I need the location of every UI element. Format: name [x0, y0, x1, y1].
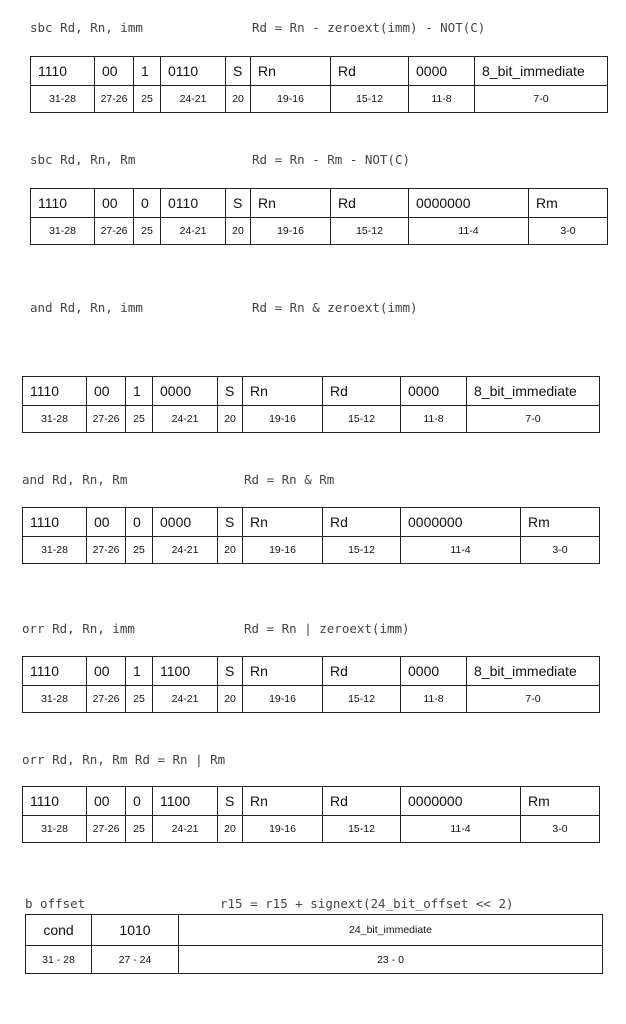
field-cond: 1110: [23, 657, 87, 686]
bit-range: 11-4: [401, 537, 521, 564]
field-rd: Rd: [323, 657, 401, 686]
field-s: S: [218, 657, 243, 686]
field-i: 1: [126, 657, 153, 686]
instruction-semantics: Rd = Rn & Rm: [244, 472, 335, 487]
field-rm: Rm: [521, 787, 600, 816]
instruction-syntax: orr Rd, Rn, imm: [22, 621, 135, 636]
field-i: 0: [126, 508, 153, 537]
bit-range: 20: [226, 86, 251, 113]
field-op: 00: [87, 657, 126, 686]
bit-range: 19-16: [243, 406, 323, 433]
field-cond: 1110: [31, 57, 95, 86]
field-s: S: [218, 787, 243, 816]
field-rd: Rd: [323, 508, 401, 537]
field-s: S: [226, 189, 251, 218]
bit-range: 31-28: [23, 816, 87, 843]
bit-range: 23 - 0: [179, 946, 603, 974]
bit-range: 11-4: [409, 218, 529, 245]
bit-range: 15-12: [323, 406, 401, 433]
bit-range: 7-0: [467, 686, 600, 713]
field-shift: 0000000: [401, 508, 521, 537]
bit-range: 11-4: [401, 816, 521, 843]
bit-range: 25: [126, 686, 153, 713]
bit-range: 31-28: [31, 86, 95, 113]
field-rd: Rd: [331, 57, 409, 86]
bit-range: 19-16: [243, 686, 323, 713]
bit-range: 24-21: [161, 86, 226, 113]
bit-range: 3-0: [529, 218, 608, 245]
field-rd: Rd: [323, 787, 401, 816]
field-cond: 1110: [31, 189, 95, 218]
bit-range: 19-16: [243, 816, 323, 843]
bit-range: 20: [218, 816, 243, 843]
encoding-table: [22, 656, 600, 713]
bit-range: 27-26: [95, 86, 134, 113]
field-rn: Rn: [243, 377, 323, 406]
field-imm8: 8_bit_immediate: [467, 377, 600, 406]
instruction-header: [30, 300, 418, 343]
bit-range: 25: [126, 406, 153, 433]
instruction-syntax: sbc Rd, Rn, imm: [30, 20, 143, 35]
field-cmd: 0000: [153, 508, 218, 537]
bit-range: 27 - 24: [92, 946, 179, 974]
field-cond: 1110: [23, 508, 87, 537]
bit-range: 25: [126, 816, 153, 843]
bit-range: 20: [218, 537, 243, 564]
field-cmd: 1100: [153, 657, 218, 686]
bit-range: 15-12: [331, 86, 409, 113]
field-rd: Rd: [323, 377, 401, 406]
bit-range: 11-8: [409, 86, 475, 113]
bit-range: 25: [134, 218, 161, 245]
field-cmd: 0000: [153, 377, 218, 406]
encoding-table: [30, 188, 608, 245]
instruction-header: [22, 752, 226, 781]
field-imm24: 24_bit_immediate: [179, 915, 603, 946]
field-cond: 1110: [23, 787, 87, 816]
bit-range: 27-26: [87, 816, 126, 843]
instruction-syntax: b offset: [25, 896, 86, 911]
instruction-semantics: Rd = Rn | zeroext(imm): [244, 621, 410, 636]
bit-range: 25: [134, 86, 161, 113]
bit-range: 20: [218, 686, 243, 713]
field-rn: Rn: [243, 787, 323, 816]
bit-range: 20: [218, 406, 243, 433]
bit-range: 11-8: [401, 686, 467, 713]
bit-range: 24-21: [153, 406, 218, 433]
bit-range: 7-0: [467, 406, 600, 433]
bit-range: 25: [126, 537, 153, 564]
field-op: 00: [87, 508, 126, 537]
field-rn: Rn: [243, 508, 323, 537]
bit-range: 31-28: [31, 218, 95, 245]
field-op: 00: [95, 189, 134, 218]
field-rn: Rn: [243, 657, 323, 686]
bit-range: 15-12: [323, 686, 401, 713]
encoding-table: [30, 56, 608, 113]
bit-range: 20: [226, 218, 251, 245]
bit-range: 15-12: [323, 537, 401, 564]
bit-range: 31-28: [23, 686, 87, 713]
field-s: S: [218, 377, 243, 406]
field-i: 1: [134, 57, 161, 86]
bit-range: 3-0: [521, 816, 600, 843]
instruction-semantics: Rd = Rn - zeroext(imm) - NOT(C): [252, 20, 486, 35]
encoding-table: [22, 376, 600, 433]
field-imm8: 8_bit_immediate: [467, 657, 600, 686]
field-i: 0: [126, 787, 153, 816]
field-op: 00: [95, 57, 134, 86]
field-opcode: 1010: [92, 915, 179, 946]
field-rot: 0000: [409, 57, 475, 86]
encoding-table: [25, 914, 603, 974]
field-rn: Rn: [251, 57, 331, 86]
bit-range: 19-16: [251, 218, 331, 245]
field-op: 00: [87, 787, 126, 816]
bit-range: 27-26: [87, 686, 126, 713]
encoding-table: [22, 507, 600, 564]
instruction-syntax: and Rd, Rn, Rm: [22, 472, 128, 487]
bit-range: 24-21: [153, 686, 218, 713]
bit-range: 24-21: [161, 218, 226, 245]
field-rm: Rm: [529, 189, 608, 218]
field-shift: 0000000: [401, 787, 521, 816]
bit-range: 31-28: [23, 406, 87, 433]
field-s: S: [218, 508, 243, 537]
bit-range: 31 - 28: [26, 946, 92, 974]
bit-range: 11-8: [401, 406, 467, 433]
bit-range: 27-26: [87, 406, 126, 433]
field-cond: cond: [26, 915, 92, 946]
instruction-semantics: r15 = r15 + signext(24_bit_offset << 2): [220, 896, 514, 911]
field-cmd: 1100: [153, 787, 218, 816]
field-rn: Rn: [251, 189, 331, 218]
bit-range: 24-21: [153, 537, 218, 564]
instruction-syntax: sbc Rd, Rn, Rm: [30, 152, 136, 167]
bit-range: 15-12: [323, 816, 401, 843]
bit-range: 7-0: [475, 86, 608, 113]
instruction-syntax: and Rd, Rn, imm: [30, 300, 143, 315]
bit-range: 3-0: [521, 537, 600, 564]
field-op: 00: [87, 377, 126, 406]
field-cmd: 0110: [161, 57, 226, 86]
bit-range: 27-26: [87, 537, 126, 564]
field-rd: Rd: [331, 189, 409, 218]
encoding-table: [22, 786, 600, 843]
bit-range: 24-21: [153, 816, 218, 843]
field-rot: 0000: [401, 657, 467, 686]
instruction-semantics: Rd = Rn - Rm - NOT(C): [252, 152, 411, 167]
bit-range: 27-26: [95, 218, 134, 245]
field-shift: 0000000: [409, 189, 529, 218]
bit-range: 31-28: [23, 537, 87, 564]
field-cond: 1110: [23, 377, 87, 406]
bit-range: 15-12: [331, 218, 409, 245]
field-s: S: [226, 57, 251, 86]
field-rot: 0000: [401, 377, 467, 406]
field-imm8: 8_bit_immediate: [475, 57, 608, 86]
field-i: 1: [126, 377, 153, 406]
bit-range: 19-16: [243, 537, 323, 564]
field-cmd: 0110: [161, 189, 226, 218]
field-i: 0: [134, 189, 161, 218]
bit-range: 19-16: [251, 86, 331, 113]
instruction-syntax: orr Rd, Rn, Rm Rd = Rn | Rm: [22, 752, 226, 767]
field-rm: Rm: [521, 508, 600, 537]
instruction-semantics: Rd = Rn & zeroext(imm): [252, 300, 418, 315]
